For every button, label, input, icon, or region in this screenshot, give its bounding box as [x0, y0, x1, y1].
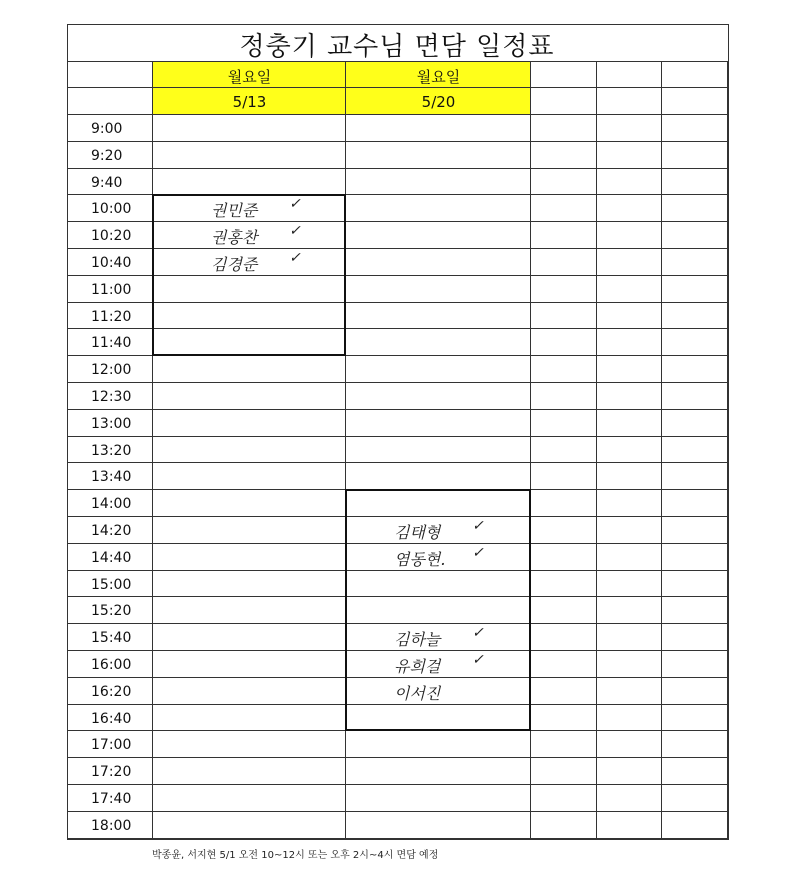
slot-cell	[153, 356, 346, 383]
time-label: 11:20	[91, 308, 132, 325]
slot-cell	[531, 437, 597, 464]
slot-cell	[531, 571, 597, 598]
time-label: 17:00	[91, 737, 132, 754]
slot-cell	[346, 758, 531, 785]
slot-cell	[662, 437, 728, 464]
slot-cell	[662, 142, 728, 169]
slot-cell	[153, 329, 346, 356]
slot-cell	[597, 544, 662, 571]
time-label: 11:00	[91, 281, 132, 298]
slot-cell	[531, 597, 597, 624]
slot-cell	[531, 758, 597, 785]
slot-cell	[346, 785, 531, 812]
slot-cell	[531, 303, 597, 330]
time-label: 10:20	[91, 228, 132, 245]
time-label: 14:00	[91, 496, 132, 513]
slot-cell	[346, 463, 531, 490]
time-label: 14:20	[91, 523, 132, 539]
time-label: 16:40	[91, 710, 132, 727]
slot-cell	[531, 490, 597, 517]
slot-cell	[346, 490, 531, 517]
header-cell	[662, 88, 728, 115]
slot-cell	[531, 624, 597, 651]
slot-cell	[662, 651, 728, 678]
slot-cell	[597, 303, 662, 330]
slot-cell	[346, 276, 531, 303]
slot-cell	[153, 731, 346, 758]
slot-cell	[662, 249, 728, 276]
slot-cell	[346, 195, 531, 222]
slot-cell	[153, 463, 346, 490]
slot-cell	[662, 276, 728, 303]
slot-cell	[346, 437, 531, 464]
slot-cell	[597, 651, 662, 678]
appointment-name: 권홍찬	[211, 228, 258, 248]
header-cell	[67, 62, 153, 88]
slot-cell	[531, 651, 597, 678]
time-label: 11:40	[91, 335, 132, 352]
time-label: 15:00	[91, 576, 132, 593]
day-label: 월요일	[227, 68, 272, 86]
slot-cell	[153, 437, 346, 464]
slot-cell	[662, 678, 728, 705]
slot-cell	[531, 276, 597, 303]
slot-cell	[153, 410, 346, 437]
slot-cell	[531, 115, 597, 142]
slot-cell	[153, 544, 346, 571]
slot-cell	[531, 195, 597, 222]
slot-cell	[662, 597, 728, 624]
check-mark: ✓	[289, 250, 301, 266]
slot-cell	[597, 490, 662, 517]
slot-cell	[662, 571, 728, 598]
slot-cell	[153, 597, 346, 624]
slot-cell	[153, 303, 346, 330]
slot-cell	[597, 276, 662, 303]
slot-cell	[153, 490, 346, 517]
slot-cell	[153, 705, 346, 732]
slot-cell	[531, 544, 597, 571]
slot-cell	[346, 705, 531, 732]
day-label: 월요일	[416, 68, 461, 86]
slot-cell	[153, 651, 346, 678]
slot-cell	[597, 785, 662, 812]
slot-cell	[662, 222, 728, 249]
appointment-name: 이서진	[394, 683, 441, 703]
slot-cell	[662, 812, 728, 839]
slot-cell	[153, 624, 346, 651]
header-cell	[531, 62, 597, 88]
slot-cell	[662, 463, 728, 490]
appointment-name: 권민준	[211, 201, 258, 221]
slot-cell	[662, 758, 728, 785]
slot-cell	[153, 678, 346, 705]
slot-cell	[531, 705, 597, 732]
slot-cell	[531, 249, 597, 276]
slot-cell	[153, 758, 346, 785]
slot-cell	[346, 571, 531, 598]
time-label: 13:40	[91, 469, 132, 486]
slot-cell	[531, 812, 597, 839]
slot-cell	[597, 249, 662, 276]
slot-cell	[597, 195, 662, 222]
title-row	[67, 24, 728, 62]
time-label: 10:40	[91, 255, 132, 271]
slot-cell	[662, 303, 728, 330]
slot-cell	[597, 597, 662, 624]
slot-cell	[531, 356, 597, 383]
header-cell	[662, 62, 728, 88]
slot-cell	[346, 731, 531, 758]
slot-cell	[531, 142, 597, 169]
slot-cell	[346, 812, 531, 839]
slot-cell	[531, 329, 597, 356]
appointment-name: 유희걸	[394, 657, 441, 676]
slot-cell	[662, 517, 728, 544]
slot-cell	[597, 705, 662, 732]
slot-cell	[597, 571, 662, 598]
time-label: 15:20	[91, 603, 132, 620]
date-label: 5/13	[232, 93, 267, 111]
header-cell	[597, 88, 662, 115]
slot-cell	[153, 571, 346, 598]
slot-cell	[597, 517, 662, 544]
appointment-name: 염동현.	[394, 549, 446, 569]
slot-cell	[531, 410, 597, 437]
check-mark: ✓	[472, 652, 484, 668]
slot-cell	[662, 356, 728, 383]
time-label: 9:00	[91, 121, 123, 137]
slot-cell	[662, 410, 728, 437]
slot-cell	[153, 169, 346, 196]
slot-cell	[597, 410, 662, 437]
time-label: 9:40	[91, 174, 123, 191]
appointment-name: 김경준	[211, 255, 258, 274]
slot-cell	[153, 383, 346, 410]
time-label: 16:20	[91, 683, 132, 700]
slot-cell	[153, 812, 346, 839]
date-label: 5/20	[421, 93, 456, 111]
slot-cell	[153, 276, 346, 303]
slot-cell	[597, 437, 662, 464]
slot-cell	[346, 356, 531, 383]
slot-cell	[597, 758, 662, 785]
time-label: 16:00	[91, 657, 132, 673]
slot-cell	[153, 115, 346, 142]
slot-cell	[597, 329, 662, 356]
time-label: 13:20	[91, 442, 132, 459]
slot-cell	[597, 678, 662, 705]
time-label: 18:00	[91, 817, 132, 834]
slot-cell	[346, 329, 531, 356]
footnote: 박종윤, 서지현 5/1 오전 10~12시 또는 오후 2시~4시 면담 예정	[152, 850, 439, 861]
slot-cell	[597, 463, 662, 490]
check-mark: ✓	[289, 196, 301, 213]
slot-cell	[346, 249, 531, 276]
slot-cell	[597, 115, 662, 142]
time-label: 10:00	[91, 201, 132, 218]
time-label: 12:00	[91, 362, 132, 379]
slot-cell	[153, 785, 346, 812]
slot-cell	[662, 624, 728, 651]
slot-cell	[531, 517, 597, 544]
slot-cell	[531, 463, 597, 490]
time-label: 17:40	[91, 791, 132, 807]
slot-cell	[346, 115, 531, 142]
check-mark: ✓	[472, 518, 484, 534]
check-mark: ✓	[472, 625, 484, 642]
slot-cell	[153, 142, 346, 169]
slot-cell	[662, 115, 728, 142]
slot-cell	[662, 195, 728, 222]
slot-cell	[662, 383, 728, 410]
time-label: 12:30	[91, 389, 132, 405]
slot-cell	[597, 812, 662, 839]
time-label: 14:40	[91, 549, 132, 566]
time-label: 17:20	[91, 764, 132, 781]
check-mark: ✓	[289, 223, 301, 240]
slot-cell	[346, 383, 531, 410]
slot-cell	[531, 169, 597, 196]
slot-cell	[662, 490, 728, 517]
slot-cell	[662, 785, 728, 812]
slot-cell	[346, 222, 531, 249]
header-cell	[597, 62, 662, 88]
slot-cell	[597, 222, 662, 249]
slot-cell	[597, 383, 662, 410]
time-label: 15:40	[91, 630, 132, 647]
slot-cell	[597, 624, 662, 651]
slot-cell	[346, 169, 531, 196]
slot-cell	[662, 705, 728, 732]
time-label: 13:00	[91, 415, 132, 432]
slot-cell	[597, 356, 662, 383]
slot-cell	[597, 169, 662, 196]
slot-cell	[597, 142, 662, 169]
slot-cell	[662, 329, 728, 356]
check-mark: ✓	[472, 544, 484, 561]
slot-cell	[346, 142, 531, 169]
time-label: 9:20	[91, 147, 123, 164]
slot-cell	[662, 731, 728, 758]
slot-cell	[531, 383, 597, 410]
header-cell	[67, 88, 153, 115]
slot-cell	[662, 169, 728, 196]
slot-cell	[153, 517, 346, 544]
appointment-name: 김태형	[394, 523, 441, 542]
appointment-name: 김하늘	[394, 630, 441, 650]
slot-cell	[346, 410, 531, 437]
page-title: 정충기 교수님 면담 일정표	[239, 32, 555, 62]
slot-cell	[346, 303, 531, 330]
slot-cell	[531, 785, 597, 812]
slot-cell	[346, 597, 531, 624]
slot-cell	[531, 678, 597, 705]
slot-cell	[597, 731, 662, 758]
slot-cell	[662, 544, 728, 571]
slot-cell	[531, 731, 597, 758]
header-cell	[531, 88, 597, 115]
slot-cell	[531, 222, 597, 249]
